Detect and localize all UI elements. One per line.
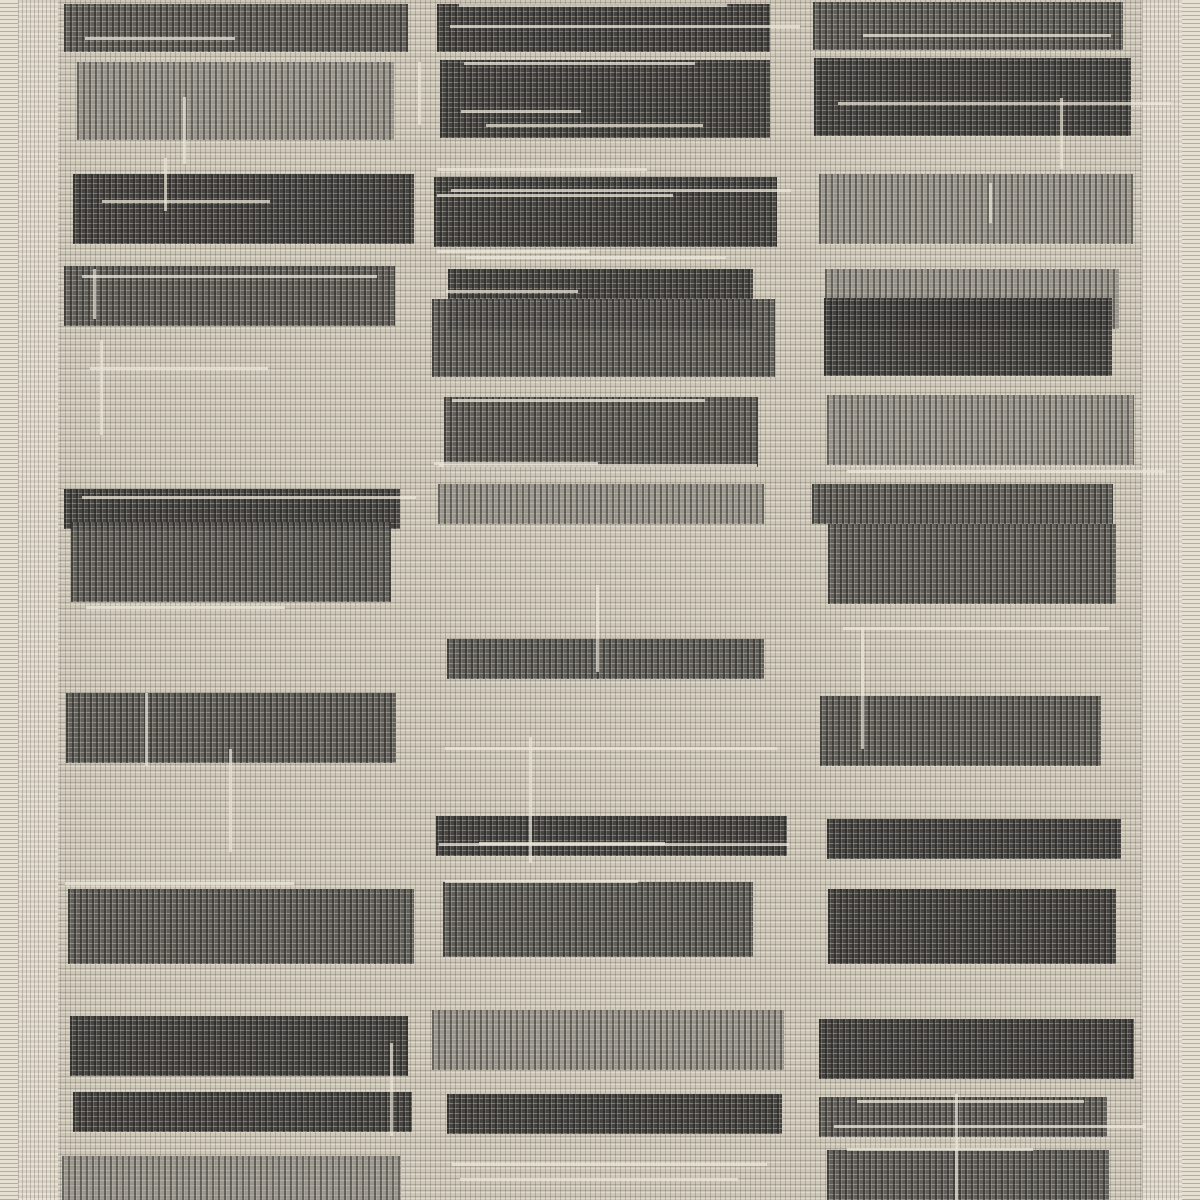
rug-block bbox=[814, 58, 1131, 136]
rug-thread bbox=[85, 37, 235, 40]
rug-thread bbox=[461, 110, 581, 113]
rug-block bbox=[432, 299, 775, 377]
rug-thread bbox=[90, 367, 268, 370]
rug-thread bbox=[486, 124, 703, 127]
rug-thread bbox=[452, 1163, 767, 1166]
rug-thread-vertical bbox=[989, 183, 992, 223]
rug-thread-vertical bbox=[229, 749, 232, 852]
rug-thread bbox=[452, 399, 705, 402]
rug-thread-vertical bbox=[418, 62, 421, 125]
rug-thread bbox=[847, 1148, 1033, 1151]
rug-thread bbox=[445, 747, 777, 750]
rug-thread bbox=[82, 496, 416, 499]
rug-thread bbox=[460, 1178, 738, 1181]
rug-block bbox=[432, 1010, 784, 1070]
rug-thread-vertical bbox=[100, 340, 103, 435]
rug-thread-vertical bbox=[529, 737, 532, 863]
rug-block bbox=[444, 397, 758, 467]
rug-thread bbox=[834, 1125, 1146, 1128]
rug-block bbox=[827, 819, 1121, 859]
rug-thread bbox=[437, 194, 673, 197]
rug-thread-vertical bbox=[93, 269, 96, 319]
rug-thread-vertical bbox=[861, 627, 864, 749]
rug-block bbox=[68, 889, 414, 964]
rug-block bbox=[447, 639, 764, 679]
rug-border-right bbox=[1142, 0, 1182, 1200]
rug-thread-vertical bbox=[955, 1094, 958, 1200]
rug-thread bbox=[437, 168, 647, 171]
rug-block bbox=[819, 1019, 1134, 1079]
rug-block bbox=[70, 1016, 408, 1076]
rug-thread bbox=[439, 843, 789, 846]
rug-thread-vertical bbox=[145, 693, 148, 766]
rug-thread bbox=[857, 1100, 1084, 1103]
rug-thread-vertical bbox=[183, 97, 186, 164]
rug-thread bbox=[437, 250, 589, 253]
rug-block bbox=[71, 522, 391, 602]
rug-thread-vertical bbox=[390, 1043, 393, 1136]
rug-thread bbox=[466, 256, 726, 259]
rug-thread bbox=[838, 102, 1171, 105]
rug-block bbox=[73, 174, 414, 244]
rug-thread bbox=[451, 189, 791, 192]
rug-block bbox=[824, 298, 1112, 376]
rug-block bbox=[437, 4, 770, 52]
rug-thread-vertical bbox=[164, 158, 167, 211]
rug-block bbox=[443, 882, 753, 957]
rug-block bbox=[827, 1150, 1109, 1200]
rug-block bbox=[436, 816, 787, 856]
rug-thread bbox=[464, 62, 695, 65]
rug-block bbox=[819, 1097, 1107, 1137]
rug-thread bbox=[445, 880, 638, 883]
rug-block bbox=[434, 177, 777, 247]
rug-block bbox=[819, 174, 1133, 244]
rug-thread bbox=[86, 606, 285, 609]
rug-block bbox=[812, 484, 1113, 524]
rug-border-left bbox=[18, 0, 58, 1200]
rug-block bbox=[438, 484, 764, 524]
rug-block bbox=[813, 2, 1123, 50]
rug-thread-vertical bbox=[1060, 98, 1063, 169]
rug-thread bbox=[863, 34, 1111, 37]
rug-fringe-right bbox=[1182, 0, 1200, 1200]
rug-block bbox=[447, 1094, 782, 1134]
rug-block bbox=[64, 4, 408, 52]
rug-thread bbox=[65, 882, 294, 885]
rug-block bbox=[828, 524, 1116, 604]
rug-block bbox=[73, 1092, 412, 1132]
rug-block bbox=[62, 1156, 401, 1200]
rug-thread bbox=[450, 25, 800, 28]
rug-thread-vertical bbox=[596, 585, 599, 672]
rug-block bbox=[77, 62, 394, 140]
rug-thread bbox=[459, 4, 727, 7]
rug-thread bbox=[847, 470, 1166, 473]
rug-thread bbox=[439, 464, 757, 467]
rug-thread bbox=[82, 275, 377, 278]
rug-thread bbox=[446, 290, 578, 293]
rug-thread bbox=[843, 627, 1109, 630]
rug-fringe-left bbox=[0, 0, 18, 1200]
rug-block bbox=[828, 889, 1116, 964]
rug-block bbox=[827, 395, 1134, 465]
rug-thread bbox=[102, 200, 270, 203]
